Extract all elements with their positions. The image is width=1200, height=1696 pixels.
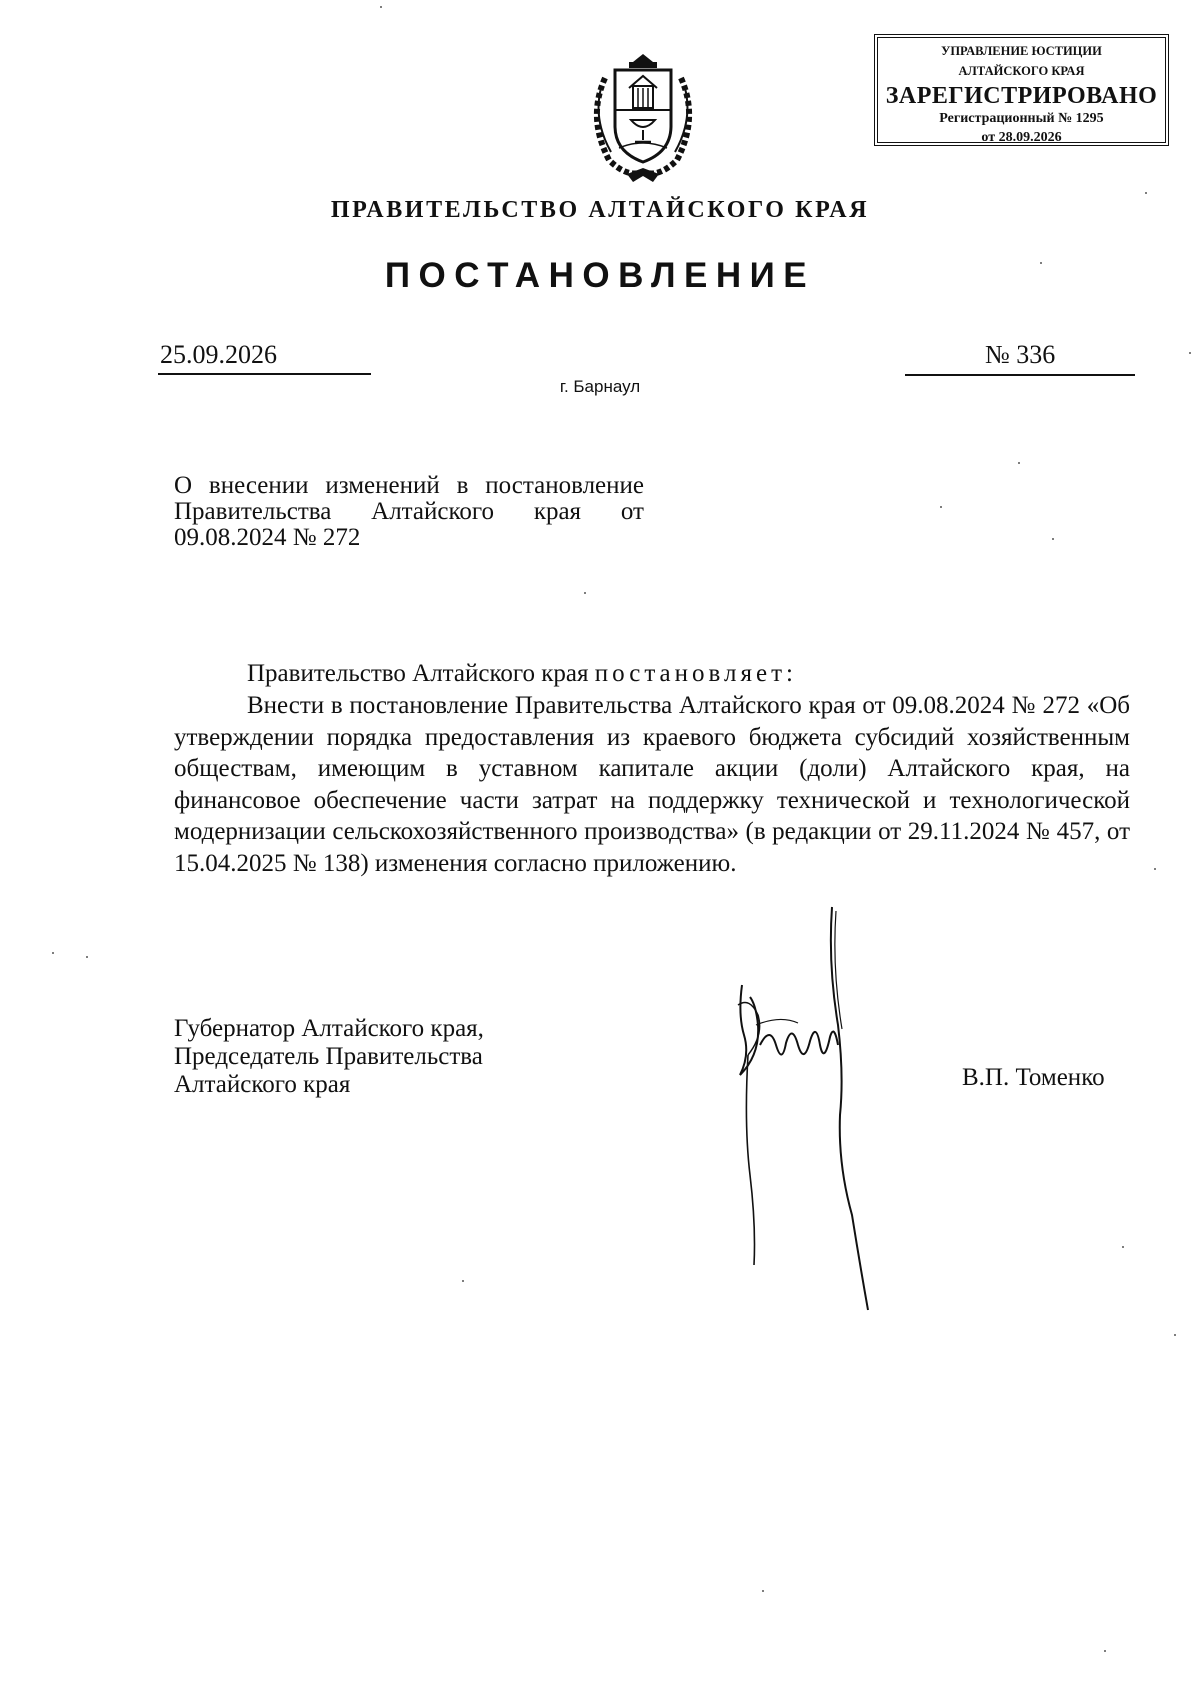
date-underline	[158, 373, 371, 375]
signatory-line1: Губернатор Алтайского края,	[174, 1015, 484, 1042]
preamble-resolves: постановляет:	[594, 660, 797, 687]
scan-speck	[1018, 462, 1020, 464]
scan-speck	[1040, 262, 1042, 264]
scan-speck	[1154, 868, 1156, 870]
preamble	[247, 660, 797, 688]
registration-stamp	[874, 34, 1169, 146]
scan-speck	[1174, 1334, 1176, 1336]
scan-speck	[584, 592, 586, 594]
scan-speck	[462, 1280, 464, 1282]
signatory-line2: Председатель Правительства	[174, 1043, 483, 1070]
preamble-text: Правительство Алтайского края	[247, 660, 595, 687]
scan-speck	[1145, 192, 1147, 194]
signatory-name: В.П. Томенко	[962, 1064, 1105, 1091]
stamp-reg-date: от 28.09.2026	[981, 130, 1062, 145]
scan-speck	[762, 1590, 764, 1592]
stamp-org-line1: УПРАВЛЕНИЕ ЮСТИЦИИ	[941, 44, 1102, 58]
document-type-title: ПОСТАНОВЛЕНИЕ	[384, 256, 816, 295]
document-number: № 336	[985, 340, 1056, 369]
coat-of-arms-emblem	[583, 48, 703, 188]
stamp-status: ЗАРЕГИСТРИРОВАНО	[885, 83, 1158, 109]
resolution-body: Внести в постановление Правительства Алтайского края от 09.08.2024 № 272 «Об утверждении порядка предоставления из краевого бюджета субсидий хозяйственным обществам, имеющим в уставном капитале акции (доли) Алтайского края, на финансовое обеспечение части затрат на поддержку технической и технологической модернизации сельскохозяйственного производства» (в редакции от 29.11.2024 № 457, от 15.04.2025 № 138) изменения согласно приложению.	[174, 692, 1130, 877]
scan-speck	[52, 952, 54, 954]
scan-speck	[380, 6, 382, 8]
scan-speck	[1122, 1246, 1124, 1248]
scan-speck	[940, 506, 942, 508]
signatory-line3: Алтайского края	[174, 1071, 351, 1098]
document-subject: О внесении изменений в постановление Правительства Алтайского края от 09.08.2024 № 272	[174, 472, 644, 551]
scan-speck	[1052, 538, 1054, 540]
government-name: ПРАВИТЕЛЬСТВО АЛТАЙСКОГО КРАЯ	[330, 197, 870, 223]
stamp-reg-number: Регистрационный № 1295	[939, 111, 1104, 126]
document-city: г. Барнаул	[559, 377, 641, 396]
scan-speck	[86, 956, 88, 958]
scan-speck	[1189, 352, 1191, 354]
number-underline	[905, 374, 1135, 376]
stamp-org-line2: АЛТАЙСКОГО КРАЯ	[958, 64, 1085, 78]
scan-speck	[1104, 1650, 1106, 1652]
document-date: 25.09.2026	[160, 340, 277, 369]
handwritten-signature	[720, 905, 900, 1315]
signatory-title	[174, 1015, 484, 1099]
